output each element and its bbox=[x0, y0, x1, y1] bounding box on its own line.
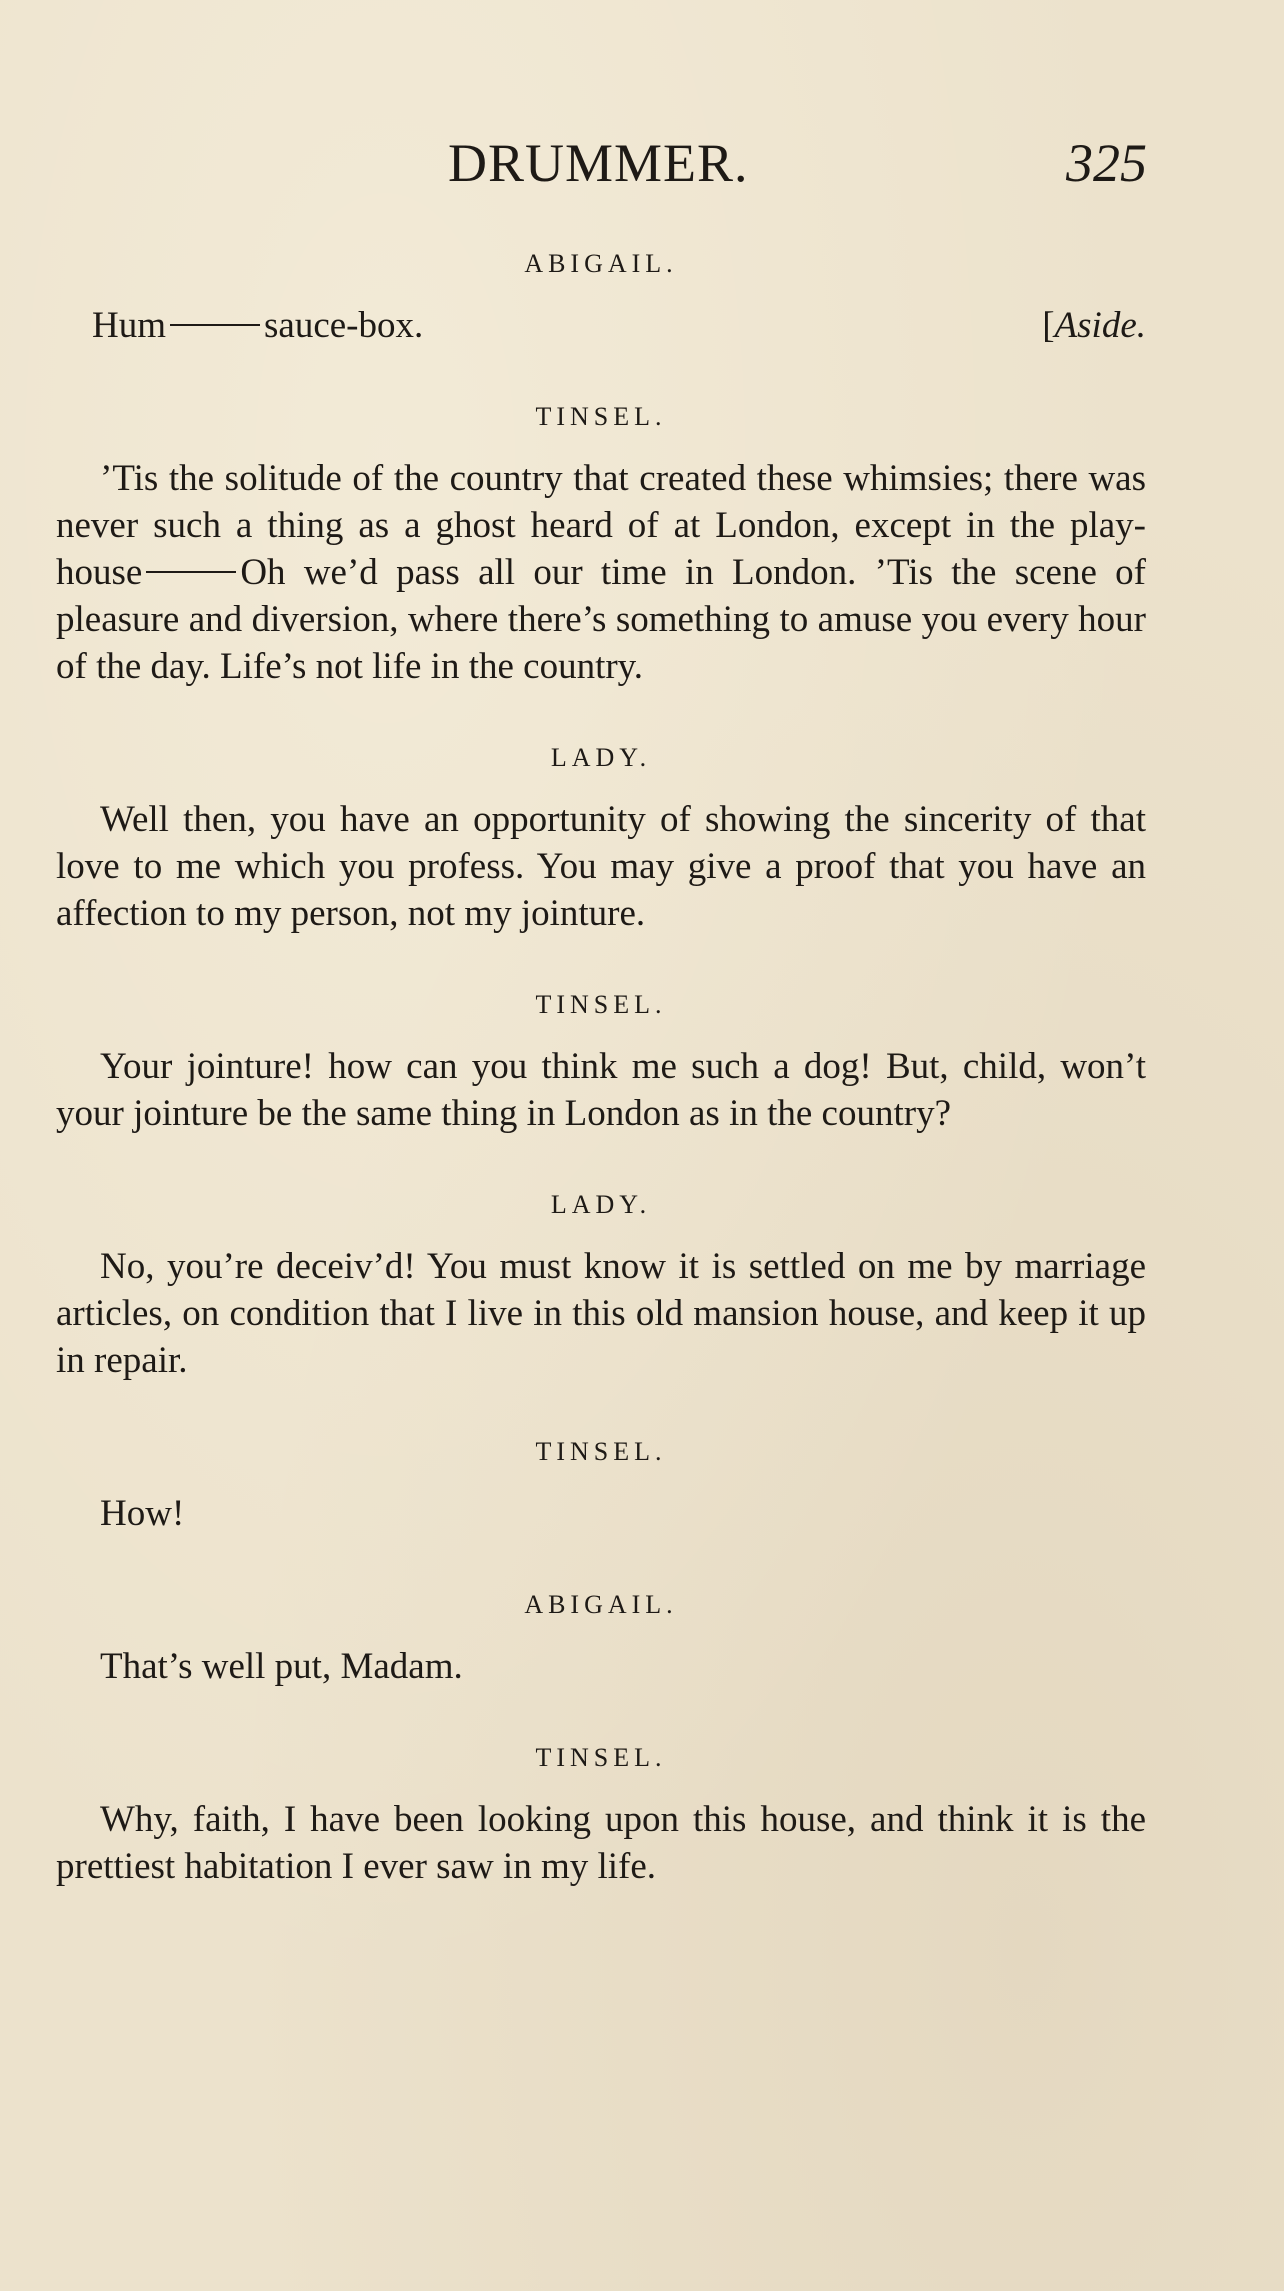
speech-text: Why, faith, I have been looking upon this house, and think it is the prettiest habitation I ever saw in my life. bbox=[56, 1799, 1146, 1887]
speech-text bbox=[92, 302, 423, 349]
speaker-heading: TINSEL. bbox=[535, 402, 667, 431]
speaker-heading: LADY. bbox=[550, 1190, 652, 1219]
stage-bracket: [ bbox=[1042, 305, 1055, 346]
speech-text bbox=[56, 455, 1146, 690]
running-title: DRUMMER. bbox=[448, 133, 749, 193]
page-number: 325 bbox=[1066, 133, 1147, 193]
speech-with-aside bbox=[56, 302, 1146, 349]
speech-text: That’s well put, Madam. bbox=[100, 1646, 463, 1687]
speaker-heading: LADY. bbox=[550, 743, 652, 772]
speech-fragment: sauce-box. bbox=[264, 305, 424, 346]
page-header bbox=[0, 128, 1284, 198]
speaker-heading: TINSEL. bbox=[535, 1743, 667, 1772]
speaker-heading: TINSEL. bbox=[535, 1437, 667, 1466]
speech-text: Your jointure! how can you think me such a dog! But, child, won’t your jointure be the same thing in London as in the country? bbox=[56, 1046, 1146, 1134]
speaker-heading: ABIGAIL. bbox=[524, 1590, 678, 1619]
speech-text: How! bbox=[100, 1493, 185, 1534]
speaker-heading: ABIGAIL. bbox=[524, 249, 678, 278]
text-column bbox=[56, 244, 1146, 1938]
speech-text: No, you’re deceiv’d! You must know it is settled on me by marriage articles, on condition that I live in this old mansion house, and keep it up in repair. bbox=[56, 1246, 1146, 1381]
speech-fragment: Hum bbox=[92, 305, 166, 346]
stage-direction bbox=[1042, 302, 1146, 349]
speaker-heading: TINSEL. bbox=[535, 990, 667, 1019]
speech-fragment: Oh we’d pass all our time in London. ’Tis the scene of pleasure and diversion, where there’s something to amuse you every hour of the day. Life’s not life in the country. bbox=[56, 552, 1146, 687]
em-dash-rule bbox=[170, 324, 260, 326]
em-dash-rule bbox=[146, 571, 236, 573]
speech-text: Well then, you have an opportunity of showing the sincerity of that love to me which you profess. You may give a proof that you have an affection to my person, not my jointure. bbox=[56, 799, 1146, 934]
speech-fragment: ’Tis the solitude of the country that created these whimsies; there was never such a thing as a ghost heard of at London, except in the play-house bbox=[56, 458, 1146, 593]
stage-direction-text: Aside. bbox=[1054, 305, 1146, 346]
